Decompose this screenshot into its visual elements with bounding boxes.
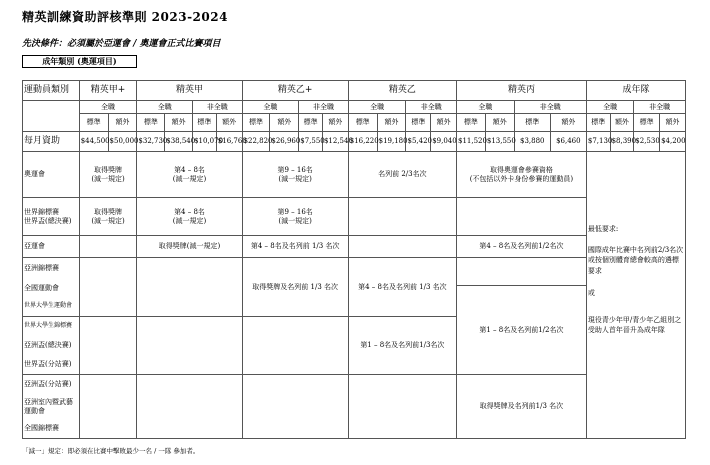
competition-label: 世界錦標賽 [24, 208, 59, 217]
parttime-header: 非全職 [299, 101, 349, 114]
empty-cell [242, 375, 348, 439]
minimum-requirement-title: 最低要求: [587, 225, 619, 233]
extra-header: 額外 [485, 114, 514, 132]
subsidy-value: $3,880 [514, 132, 550, 152]
empty-cell [79, 258, 137, 317]
competition-label-cell [23, 198, 80, 236]
empty-cell [348, 236, 456, 258]
criteria-cell: 第4 – 8名及名列前 1/3 名次 [348, 258, 456, 317]
level-header: 成年隊 [586, 81, 685, 101]
level-header: 精英丙 [457, 81, 587, 101]
extra-header: 額外 [377, 114, 406, 132]
criteria-cell: 第1 – 8名及名列前1/2名次 [457, 286, 587, 375]
extra-header: 額外 [322, 114, 348, 132]
empty-cell [242, 317, 348, 375]
empty-cell [137, 375, 242, 439]
requirement-text: 國際成年比賽中名列前2/3名次 或按個別體育總會較高的遴標要求 [587, 245, 684, 275]
criteria-cell: 第4 – 8名 (減一規定) [137, 152, 242, 198]
level-header: 精英甲 [137, 81, 242, 101]
fulltime-header: 全職 [586, 101, 633, 114]
standard-header: 標準 [514, 114, 550, 132]
requirement-text: 現役青少年甲/青少年乙組別之受助人首年晉升為成年隊 [587, 315, 682, 334]
subsidy-value: $8,390 [610, 132, 634, 152]
standard-header: 標準 [242, 114, 270, 132]
subsidy-value: $44,500 [79, 132, 108, 152]
subsidy-value: $2,530 [634, 132, 660, 152]
standard-header: 標準 [457, 114, 486, 132]
competition-label-cell [23, 258, 80, 317]
competition-label: 亞洲室內暨武藝運動會 [24, 398, 73, 415]
competition-label: 奧運會 [23, 152, 80, 198]
extra-header: 額外 [165, 114, 193, 132]
extra-header: 額外 [660, 114, 686, 132]
parttime-header: 非全職 [193, 101, 242, 114]
subsidy-value: $50,000 [108, 132, 137, 152]
criteria-cell: 取得獎牌 (減一規定) [79, 198, 137, 236]
subsidy-value: $19,180 [377, 132, 406, 152]
subsidy-value: $7,550 [299, 132, 323, 152]
competition-label: 亞洲錦標賽 [24, 263, 59, 272]
empty-cell [457, 198, 587, 236]
extra-header: 額外 [108, 114, 137, 132]
subsidy-value: $4,200 [660, 132, 686, 152]
competition-label: 亞洲盃(總決賽) [24, 340, 72, 349]
empty-cell [457, 258, 587, 286]
criteria-cell: 第1 – 8名及名列前1/3名次 [348, 317, 456, 375]
subsidy-value: $6,460 [550, 132, 586, 152]
subsidy-value: $13,550 [485, 132, 514, 152]
competition-label-cell [23, 317, 80, 375]
criteria-cell: 第4 – 8名及名列前1/2名次 [457, 236, 587, 258]
subsidy-value: $7,130 [586, 132, 610, 152]
empty-cell [79, 375, 137, 439]
competition-label-cell [23, 375, 80, 439]
standard-header: 標準 [193, 114, 217, 132]
fulltime-header: 全職 [137, 101, 193, 114]
standard-header: 標準 [299, 114, 323, 132]
criteria-cell: 名列前 2/3名次 [348, 152, 456, 198]
subsidy-value: $26,960 [270, 132, 299, 152]
prerequisite-note: 先決條件：必須屬於亞運會 / 奧運會正式比賽項目 [22, 39, 221, 49]
empty-cell [137, 317, 242, 375]
competition-label: 世界大學生運動會 [24, 302, 73, 310]
competition-label: 亞運會 [23, 236, 80, 258]
empty-cell [348, 375, 456, 439]
extra-header: 額外 [610, 114, 634, 132]
empty-cell [348, 198, 456, 236]
competition-label: 世界盃(分站賽) [24, 359, 72, 368]
criteria-cell: 第4 – 8名及名列前 1/3 名次 [242, 236, 348, 258]
extra-header: 額外 [216, 114, 242, 132]
criteria-cell: 取得奧運會參賽資格 (不包括以外卡身份參賽的運動員) [457, 152, 587, 198]
subsidy-value: $5,420 [406, 132, 431, 152]
subsidy-value: $16,760 [216, 132, 242, 152]
extra-header: 額外 [270, 114, 299, 132]
level-header: 精英乙+ [242, 81, 348, 101]
level-header: 精英甲+ [79, 81, 137, 101]
page-title: 精英訓練資助評核準則 2023-2024 [22, 10, 228, 24]
criteria-cell: 第4 – 8名 (減一規定) [137, 198, 242, 236]
standard-header: 標準 [634, 114, 660, 132]
monthly-subsidy-label: 每月資助 [23, 132, 80, 152]
fulltime-header: 全職 [348, 101, 406, 114]
empty-cell [79, 236, 137, 258]
empty-cell [137, 258, 242, 317]
fulltime-header: 全職 [79, 101, 137, 114]
parttime-header: 非全職 [514, 101, 586, 114]
criteria-table [22, 80, 686, 439]
standard-header: 標準 [586, 114, 610, 132]
blank-cell [23, 101, 80, 132]
competition-label: 全國錦標賽 [24, 424, 59, 433]
senior-team-cell [586, 152, 685, 439]
standard-header: 標準 [79, 114, 108, 132]
subsidy-value: $11,520 [457, 132, 486, 152]
extra-header: 額外 [550, 114, 586, 132]
subsidy-value: $38,540 [165, 132, 193, 152]
subsidy-value: $32,730 [137, 132, 165, 152]
competition-label: 世界大學生錦標賽 [24, 322, 73, 329]
standard-header: 標準 [348, 114, 377, 132]
category-label: 成年類別 (奧運項目) [22, 55, 137, 68]
fulltime-header: 全職 [457, 101, 515, 114]
criteria-cell: 取得獎牌 (減一規定) [79, 152, 137, 198]
subsidy-value: $10,070 [193, 132, 217, 152]
criteria-cell: 取得獎牌及名列前1/3 名次 [457, 375, 587, 439]
competition-label: 世界盃(總決賽) [24, 216, 72, 225]
competition-label: 亞洲盃(分站賽) [24, 380, 72, 389]
footnote: 「減一」規定：即必須在比賽中擊敗最少一名 / 一隊 參加者。 [22, 447, 200, 455]
criteria-cell: 取得獎牌(減一規定) [137, 236, 242, 258]
standard-header: 標準 [406, 114, 431, 132]
criteria-cell: 第9 – 16名 (減一規定) [242, 152, 348, 198]
or-text: 或 [587, 289, 595, 297]
fulltime-header: 全職 [242, 101, 299, 114]
competition-label: 全國運動會 [24, 283, 59, 292]
parttime-header: 非全職 [634, 101, 686, 114]
empty-cell [79, 317, 137, 375]
standard-header: 標準 [137, 114, 165, 132]
criteria-cell: 第9 – 16名 (減一規定) [242, 198, 348, 236]
criteria-cell: 取得獎牌及名列前 1/3 名次 [242, 258, 348, 317]
parttime-header: 非全職 [406, 101, 457, 114]
subsidy-value: $22,820 [242, 132, 270, 152]
subsidy-value: $12,540 [322, 132, 348, 152]
subsidy-value: $16,220 [348, 132, 377, 152]
extra-header: 額外 [431, 114, 457, 132]
subsidy-value: $9,040 [431, 132, 457, 152]
athlete-category-header: 運動員類別 [23, 81, 80, 101]
level-header: 精英乙 [348, 81, 456, 101]
